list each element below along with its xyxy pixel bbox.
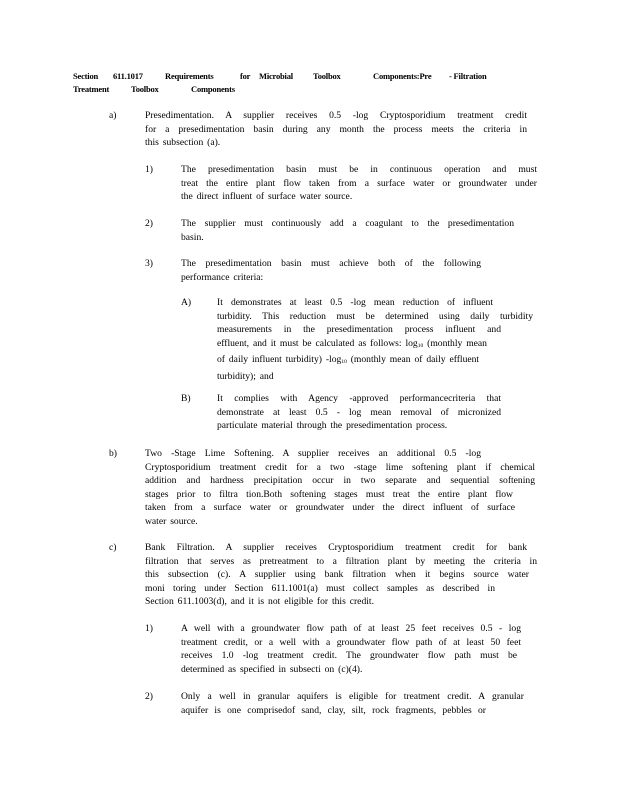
item-c2-text <box>181 690 524 717</box>
text-line-with-subscript <box>217 353 533 370</box>
header-title-word: for <box>240 71 251 81</box>
header-line2-word: Toolbox <box>131 84 159 94</box>
text-line: The presedimentation basin must achieve both of the following <box>181 258 481 269</box>
text-line: Presedimentation. A supplier receives 0.5 -log Cryptosporidium treatment credit <box>145 110 527 121</box>
text-line: this subsection (a). <box>145 137 221 149</box>
item-c1-label: 1) <box>145 623 153 634</box>
item-a2-label: 2) <box>145 218 153 229</box>
text-line: taken from a surface water or groundwater under the direct influent of surface <box>145 502 515 514</box>
subsection-a-label: a) <box>109 110 117 121</box>
subsection-a-text <box>145 109 527 150</box>
text-line: determined as specified in subsecti on (c)(4). <box>181 663 363 675</box>
item-c2-label: 2) <box>145 691 153 702</box>
text-line: turbidity); and <box>217 370 274 382</box>
header-section-number: 611.1017 <box>113 71 143 81</box>
log-subscript: 10 <box>341 359 347 366</box>
text-segment: of daily influent turbidity) -log <box>217 354 342 366</box>
text-line: addition and hardness precipitation occur in two separate and sequential softening <box>145 475 535 487</box>
header-section-label: Section <box>73 71 99 81</box>
log-subscript: 10 <box>417 342 424 349</box>
header-title-word: Requirements <box>165 71 214 81</box>
item-a3B-label: B) <box>181 393 191 404</box>
text-line: water source. <box>145 515 198 527</box>
text-line: performance criteria: <box>181 271 264 283</box>
text-line: Only a well in granular aquifers is eligible for treatment credit. A granular <box>181 691 524 702</box>
text-segment: (monthly mean of daily effluent <box>350 354 480 366</box>
text-line: aquifer is one comprisedof sand, clay, silt, rock fragments, pebbles or <box>181 704 486 716</box>
text-segment: (monthly mean <box>427 337 487 349</box>
text-line: receives 1.0 -log treatment credit. The groundwater flow path must be <box>181 650 517 662</box>
subsection-c-label: c) <box>109 542 117 553</box>
item-a3A-text <box>217 296 533 384</box>
text-line: moni toring under Section 611.1001(a) must collect samples as described in <box>145 582 495 594</box>
text-segment: effluent, and it must be calculated as follows: log <box>217 337 418 349</box>
header-title-word: Components:Pre <box>373 71 432 81</box>
text-line: treatment credit, or a well with a groundwater flow path of at least 50 feet <box>181 636 521 648</box>
text-line: particulate material through the presedimentation process. <box>217 420 448 432</box>
subsection-c-text <box>145 541 537 609</box>
text-line-with-subscript <box>217 337 533 354</box>
header-title-word: Microbial <box>259 71 293 81</box>
text-line: The presedimentation basin must be in continuous operation and must <box>181 164 537 175</box>
header-line2-word: Components <box>191 84 235 94</box>
text-line: It complies with Agency -approved performancecriteria that <box>217 393 501 404</box>
text-line: Section 611.1003(d), and it is not eligible for this credit. <box>145 596 374 608</box>
text-line: Bank Filtration. A supplier receives Cryptosporidium treatment credit for bank <box>145 542 527 553</box>
text-line: treat the entire plant flow taken from a surface water or groundwater under <box>181 177 537 189</box>
item-a3A-label: A) <box>181 297 192 308</box>
text-line: for a presedimentation basin during any month the process meets the criteria in <box>145 123 527 135</box>
text-line: the direct influent of surface water source. <box>181 191 353 203</box>
text-line: basin. <box>181 231 204 243</box>
item-a3B-text <box>217 392 501 433</box>
text-line: A well with a groundwater flow path of at least 25 feet receives 0.5 - log <box>181 623 521 634</box>
header-title-word: Toolbox <box>313 71 341 81</box>
text-line: demonstrate at least 0.5 - log mean removal of micronized <box>217 406 501 418</box>
text-line: measurements in the presedimentation process influent and <box>217 324 501 336</box>
item-a3-text <box>181 257 481 284</box>
text-line: filtration that serves as pretreatment to a filtration plant by meeting the criteria in <box>145 555 537 567</box>
subsection-b-text <box>145 447 535 529</box>
text-line: The supplier must continuously add a coagulant to the presedimentation <box>181 218 514 229</box>
header-title-word: - Filtration <box>449 71 487 81</box>
text-line: Cryptosporidium treatment credit for a two -stage lime softening plant if chemical <box>145 461 535 473</box>
item-a1-text <box>181 163 537 204</box>
subsection-b-label: b) <box>109 448 117 459</box>
item-c1-text <box>181 622 521 676</box>
item-a3-label: 3) <box>145 258 153 269</box>
item-a2-text <box>181 217 514 244</box>
text-line: Two -Stage Lime Softening. A supplier receives an additional 0.5 -log <box>145 448 481 459</box>
text-line: turbidity. This reduction must be determined using daily turbidity <box>217 310 533 322</box>
text-line: this subsection (c). A supplier using bank filtration when it begins source water <box>145 569 529 581</box>
text-line: It demonstrates at least 0.5 -log mean reduction of influent <box>217 297 493 308</box>
item-a1-label: 1) <box>145 164 153 175</box>
text-line: stages prior to filtra tion.Both softening stages must treat the entire plant flow <box>145 488 513 500</box>
header-line2-word: Treatment <box>73 84 110 94</box>
